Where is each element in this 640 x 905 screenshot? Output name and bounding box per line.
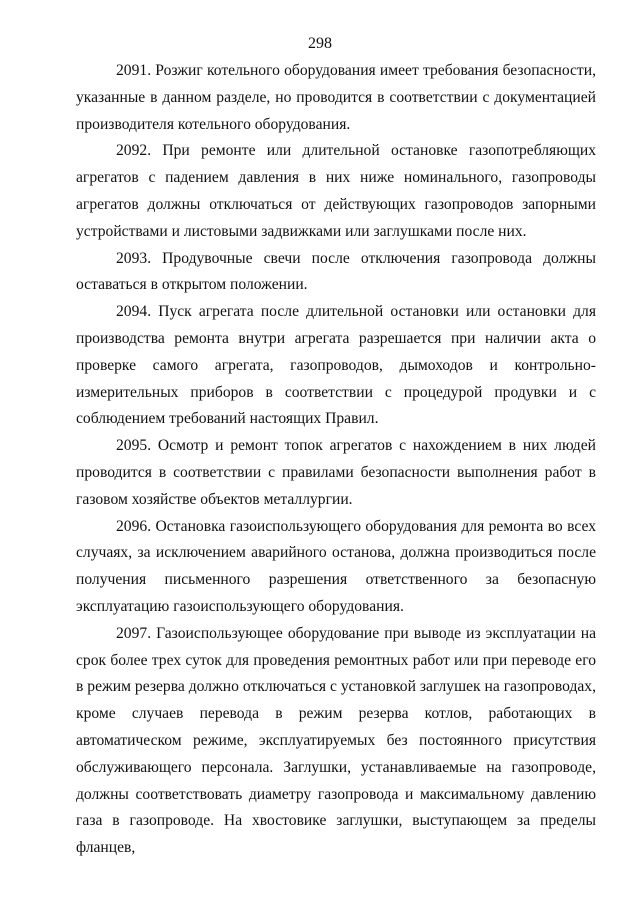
paragraph-2097: 2097. Газоиспользующее оборудование при выводе из эксплуатации на срок более трех суток для проведения ремонтных работ или при переводе его в режим резерва должно отключаться с установкой заглушек на газопроводах, кроме случаев перевода в режим резерва котлов, работающих в автоматическом режиме, эксплуатируемых без постоянного присутствия обслуживающего персонала. Заглушки, устанавливаемые на газопроводе, должны соответствовать диаметру газопровода и максимальному давлению газа в газопроводе. На хвостовике заглушки, выступающем за пределы фланцев, [76,624,596,857]
paragraph-2092: 2092. При ремонте или длительной остановке газопотребляющих агрегатов с падением давления в них ниже номинального, газопроводы агрегатов должны отключаться от действующих газопроводов запорными устройствами и листовыми задвижками или заглушками после них. [76,142,596,240]
paragraph-2091: 2091. Розжиг котельного оборудования имеет требования безопасности, указанные в данном разделе, но проводится в соответствии с документацией производителя котельного оборудования. [76,62,596,133]
paragraph-2093: 2093. Продувочные свечи после отключения газопровода должны оставаться в открытом положении. [76,249,596,294]
paragraph-2095: 2095. Осмотр и ремонт топок агрегатов с нахождением в них людей проводится в соответствии с правилами безопасности выполнения работ в газовом хозяйстве объектов металлургии. [76,437,596,508]
document-body [76,58,596,862]
paragraph-2094: 2094. Пуск агрегата после длительной остановки или остановки для производства ремонта внутри агрегата разрешается при наличии акта о проверке самого агрегата, газопроводов, дымоходов и контрольно-измерительных приборов в соответствии с процедурой продувки и с соблюдением требований настоящих Правил. [76,303,596,428]
paragraph-2096: 2096. Остановка газоиспользующего оборудования для ремонта во всех случаях, за исключением аварийного останова, должна производиться после получения письменного разрешения ответственного за безопасную эксплуатацию газоиспользующего оборудования. [76,517,596,615]
page-number: 298 [308,35,332,52]
